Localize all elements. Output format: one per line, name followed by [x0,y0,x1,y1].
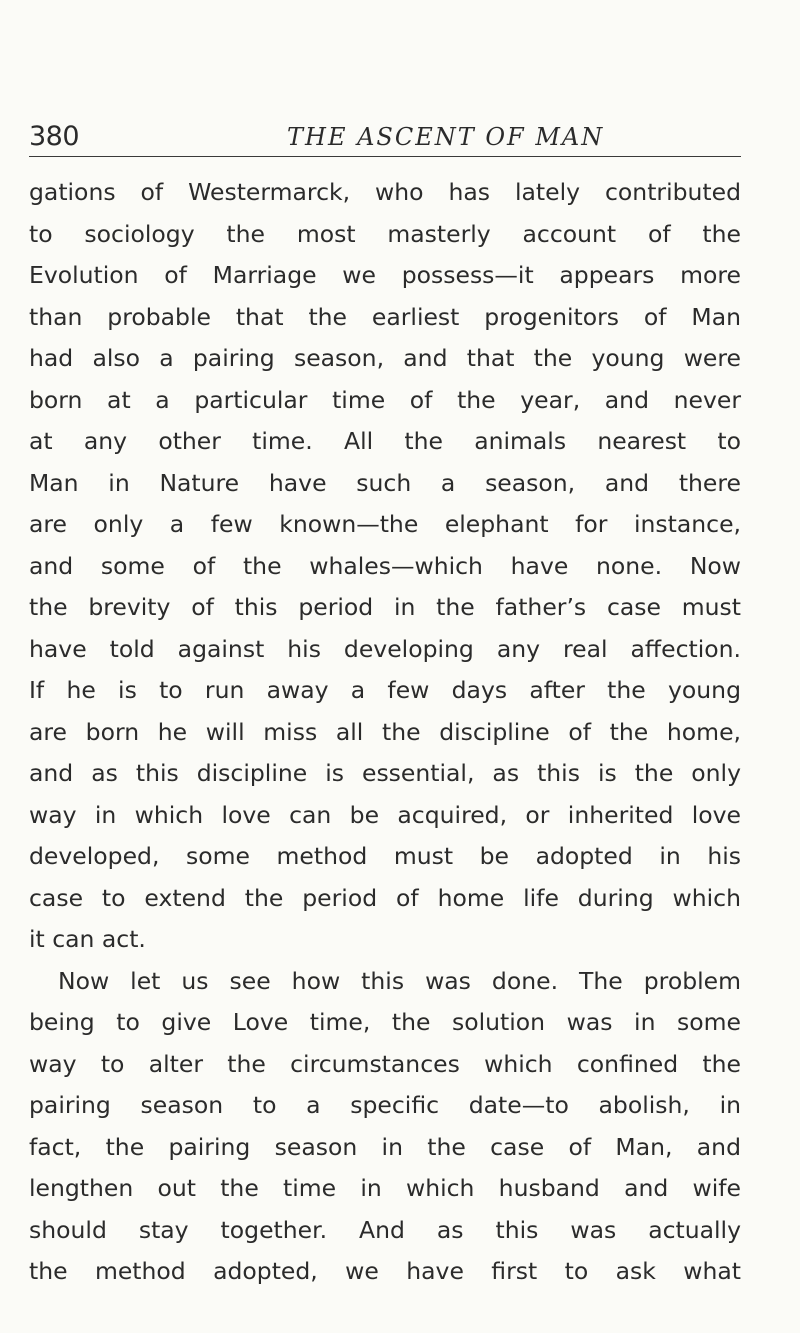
text-line: Evolution of Marriage we possess—it appears more [29,261,741,289]
text-line: are only a few known—the elephant for instance, [29,510,741,538]
text-line: developed, some method must be adopted in his [29,842,741,870]
text-line: lengthen out the time in which husband and wife [29,1174,741,1202]
text-line: gations of Westermarck, who has lately contributed [29,178,741,206]
text-line: and some of the whales—which have none. Now [29,551,741,580]
text-line: fact, the pairing season in the case of Man, and [29,1132,741,1161]
text-line: the method adopted, we have first to ask what [29,1257,741,1285]
page-number: 380 [29,121,80,152]
text-line: born at a particular time of the year, and never [29,385,741,414]
text-line: the brevity of this period in the father’s case must [29,593,741,621]
paragraph-start-line: Now let us see how this was done. The problem [58,966,741,995]
text-line: should stay together. And as this was actually [29,1215,741,1244]
body-text [29,172,741,1293]
text-line: have told against his developing any real affection. [29,634,741,663]
header-rule [29,156,741,157]
text-line: it can act. [29,925,146,953]
text-line: way to alter the circumstances which confined the [29,1049,741,1078]
text-line: had also a pairing season, and that the young were [29,344,741,372]
text-line: at any other time. All the animals nearest to [29,427,741,455]
text-line: than probable that the earliest progenitors of Man [29,302,741,331]
text-line: pairing season to a specific date—to abolish, in [29,1091,741,1119]
text-line: way in which love can be acquired, or inherited love [29,800,741,829]
running-head [29,117,741,157]
text-line: are born he will miss all the discipline of the home, [29,717,741,746]
text-line: Man in Nature have such a season, and there [29,468,741,497]
running-title: THE ASCENT OF MAN [287,123,605,151]
text-line: to sociology the most masterly account of the [29,219,741,248]
text-line: being to give Love time, the solution was in some [29,1008,741,1036]
text-line: and as this discipline is essential, as this is the only [29,759,741,787]
text-line: case to extend the period of home life during which [29,883,741,912]
text-line: If he is to run away a few days after the young [29,676,741,704]
